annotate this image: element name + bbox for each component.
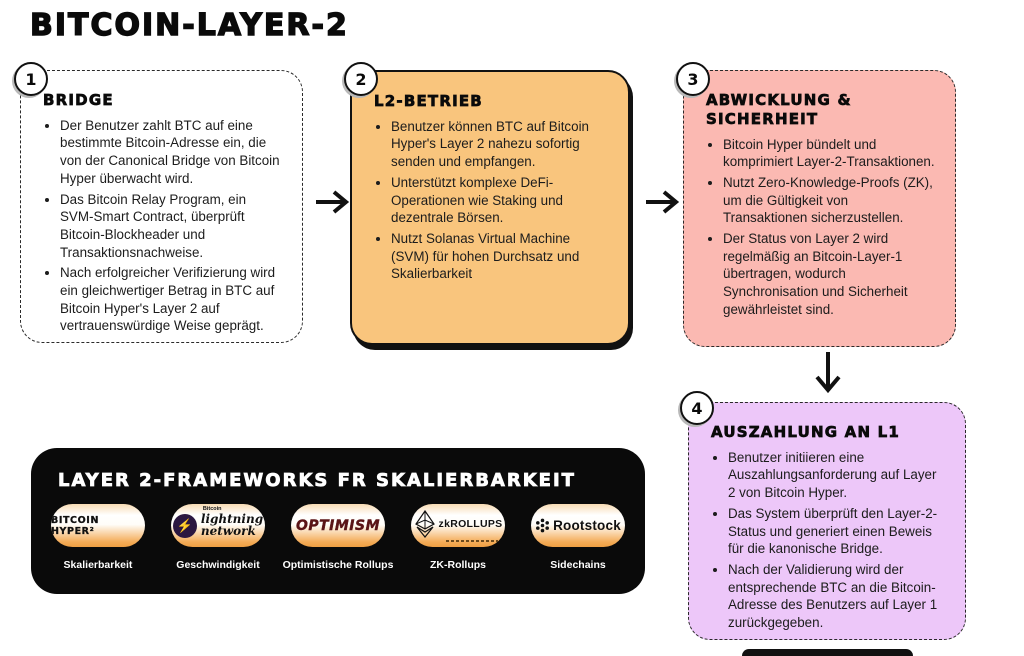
step-2-badge: 2: [344, 62, 378, 96]
step-1-badge: 1: [14, 62, 48, 96]
bitcoin-hyper-logo-text: BITCOIN HYPER²: [51, 514, 99, 537]
arrow-down-icon: [813, 350, 843, 394]
optimism-logo: [291, 504, 385, 547]
lightning-logo-line1: lightning: [200, 512, 264, 527]
bullet: • Das System überprüft den Layer-2-Status und generiert einen Beweis für die kanonische Bridge.: [728, 505, 945, 558]
framework-label: Geschwindigkeit: [176, 559, 260, 571]
step-4-auszahlung-box: [688, 402, 966, 640]
zk-rollups-logo-text: zkROLLUPS: [438, 517, 503, 530]
frameworks-panel: [31, 448, 645, 594]
step-3-bullets: [706, 136, 935, 319]
framework-label: ZK-Rollups: [430, 559, 486, 571]
bullet: • Nach der Validierung wird der entsprechende BTC an die Bitcoin-Adresse des Benutzers auf Layer 1 zurückgegeben.: [728, 561, 945, 632]
step-4-bullets: [711, 449, 945, 632]
step-4-heading: AUSZAHLUNG AN L1: [711, 423, 901, 441]
framework-bitcoin-hyper: [51, 504, 145, 571]
arrow-right-icon: [314, 189, 350, 215]
bullet: • Benutzer initiieren eine Auszahlungsanforderung auf Layer 2 von Bitcoin Hyper.: [728, 449, 945, 502]
step-3-badge: 3: [676, 62, 710, 96]
bullet: • Nutzt Zero-Knowledge-Proofs (ZK), um die Gültigkeit von Transaktionen sicherzustellen.: [723, 174, 935, 227]
framework-label: Sidechains: [550, 559, 606, 571]
bullet: • Der Status von Layer 2 wird regelmäßig an Bitcoin-Layer-1 übertragen, wodurch Synchronisation und Sicherheit gewährleistet sind.: [723, 230, 935, 318]
framework-label: Skalierbarkeit: [63, 559, 133, 571]
rootstock-logo-text: Rootstock: [553, 518, 621, 533]
ethereum-diamond-icon: [414, 510, 436, 538]
bullet: • Nach erfolgreicher Verifizierung wird ein gleichwertiger Betrag in BTC auf Bitcoin Hyper's Layer 2 auf vertrauenswürdige Weise geprägt.: [60, 264, 282, 335]
lightning-network-logo: [171, 504, 265, 547]
framework-zk-rollups: [411, 504, 505, 571]
step-1-heading: BRIDGE: [43, 91, 114, 109]
step-2-heading: L2-BETRIEB: [374, 92, 483, 110]
page-title: BITCOIN-LAYER-2: [30, 8, 349, 43]
step-2-l2-betrieb-box: [350, 70, 630, 345]
step-3-heading: ABWICKLUNG & SICHERHEIT: [706, 91, 852, 128]
frameworks-title: LAYER 2-FRAMEWORKS FR SKALIERBARKEIT: [58, 470, 576, 491]
bullet: • Der Benutzer zahlt BTC auf eine bestimmte Bitcoin-Adresse ein, die von der Canonical Bridge von Bitcoin Hyper überwacht wird.: [60, 117, 282, 188]
framework-optimism: [282, 504, 394, 571]
arrow-right-icon: [644, 189, 680, 215]
step-3-abwicklung-box: [683, 70, 956, 347]
step-1-bullets: [43, 117, 282, 335]
bullet: • Bitcoin Hyper bündelt und komprimiert Layer-2-Transaktionen.: [723, 136, 935, 171]
lightning-logo-line2: network: [200, 523, 256, 538]
rootstock-logo: [531, 504, 625, 547]
lightning-logo-small-text: Bitcoin: [202, 505, 222, 512]
step-2-bullets: [374, 118, 608, 283]
bitcoin-hyper-logo: [51, 504, 145, 547]
framework-label: Optimistische Rollups: [282, 559, 394, 571]
optimism-logo-text: OPTIMISM: [295, 517, 381, 534]
bullet: • Das Bitcoin Relay Program, ein SVM-Smart Contract, überprüft Bitcoin-Blockheader und Transaktionsnachweise.: [60, 191, 282, 262]
framework-lightning-network: [171, 504, 265, 571]
framework-rootstock: [531, 504, 625, 571]
rootstock-dots-icon: [535, 518, 550, 533]
lightning-bolt-icon: ⚡: [173, 514, 197, 538]
bullet: • Nutzt Solanas Virtual Machine (SVM) für hohen Durchsatz und Skalierbarkeit: [391, 230, 608, 283]
bullet: • Benutzer können BTC auf Bitcoin Hyper's Layer 2 nahezu sofortig senden und empfangen.: [391, 118, 608, 171]
step-1-bridge-box: [20, 70, 303, 343]
frameworks-logo-row: [31, 504, 645, 571]
zk-rollups-logo: [411, 504, 505, 547]
bullet: • Unterstützt komplexe DeFi-Operationen wie Staking und dezentrale Börsen.: [391, 174, 608, 227]
step-4-badge: 4: [680, 391, 714, 425]
cropped-bottom-panel: [742, 649, 913, 656]
zk-rollups-tagline: [446, 540, 498, 542]
